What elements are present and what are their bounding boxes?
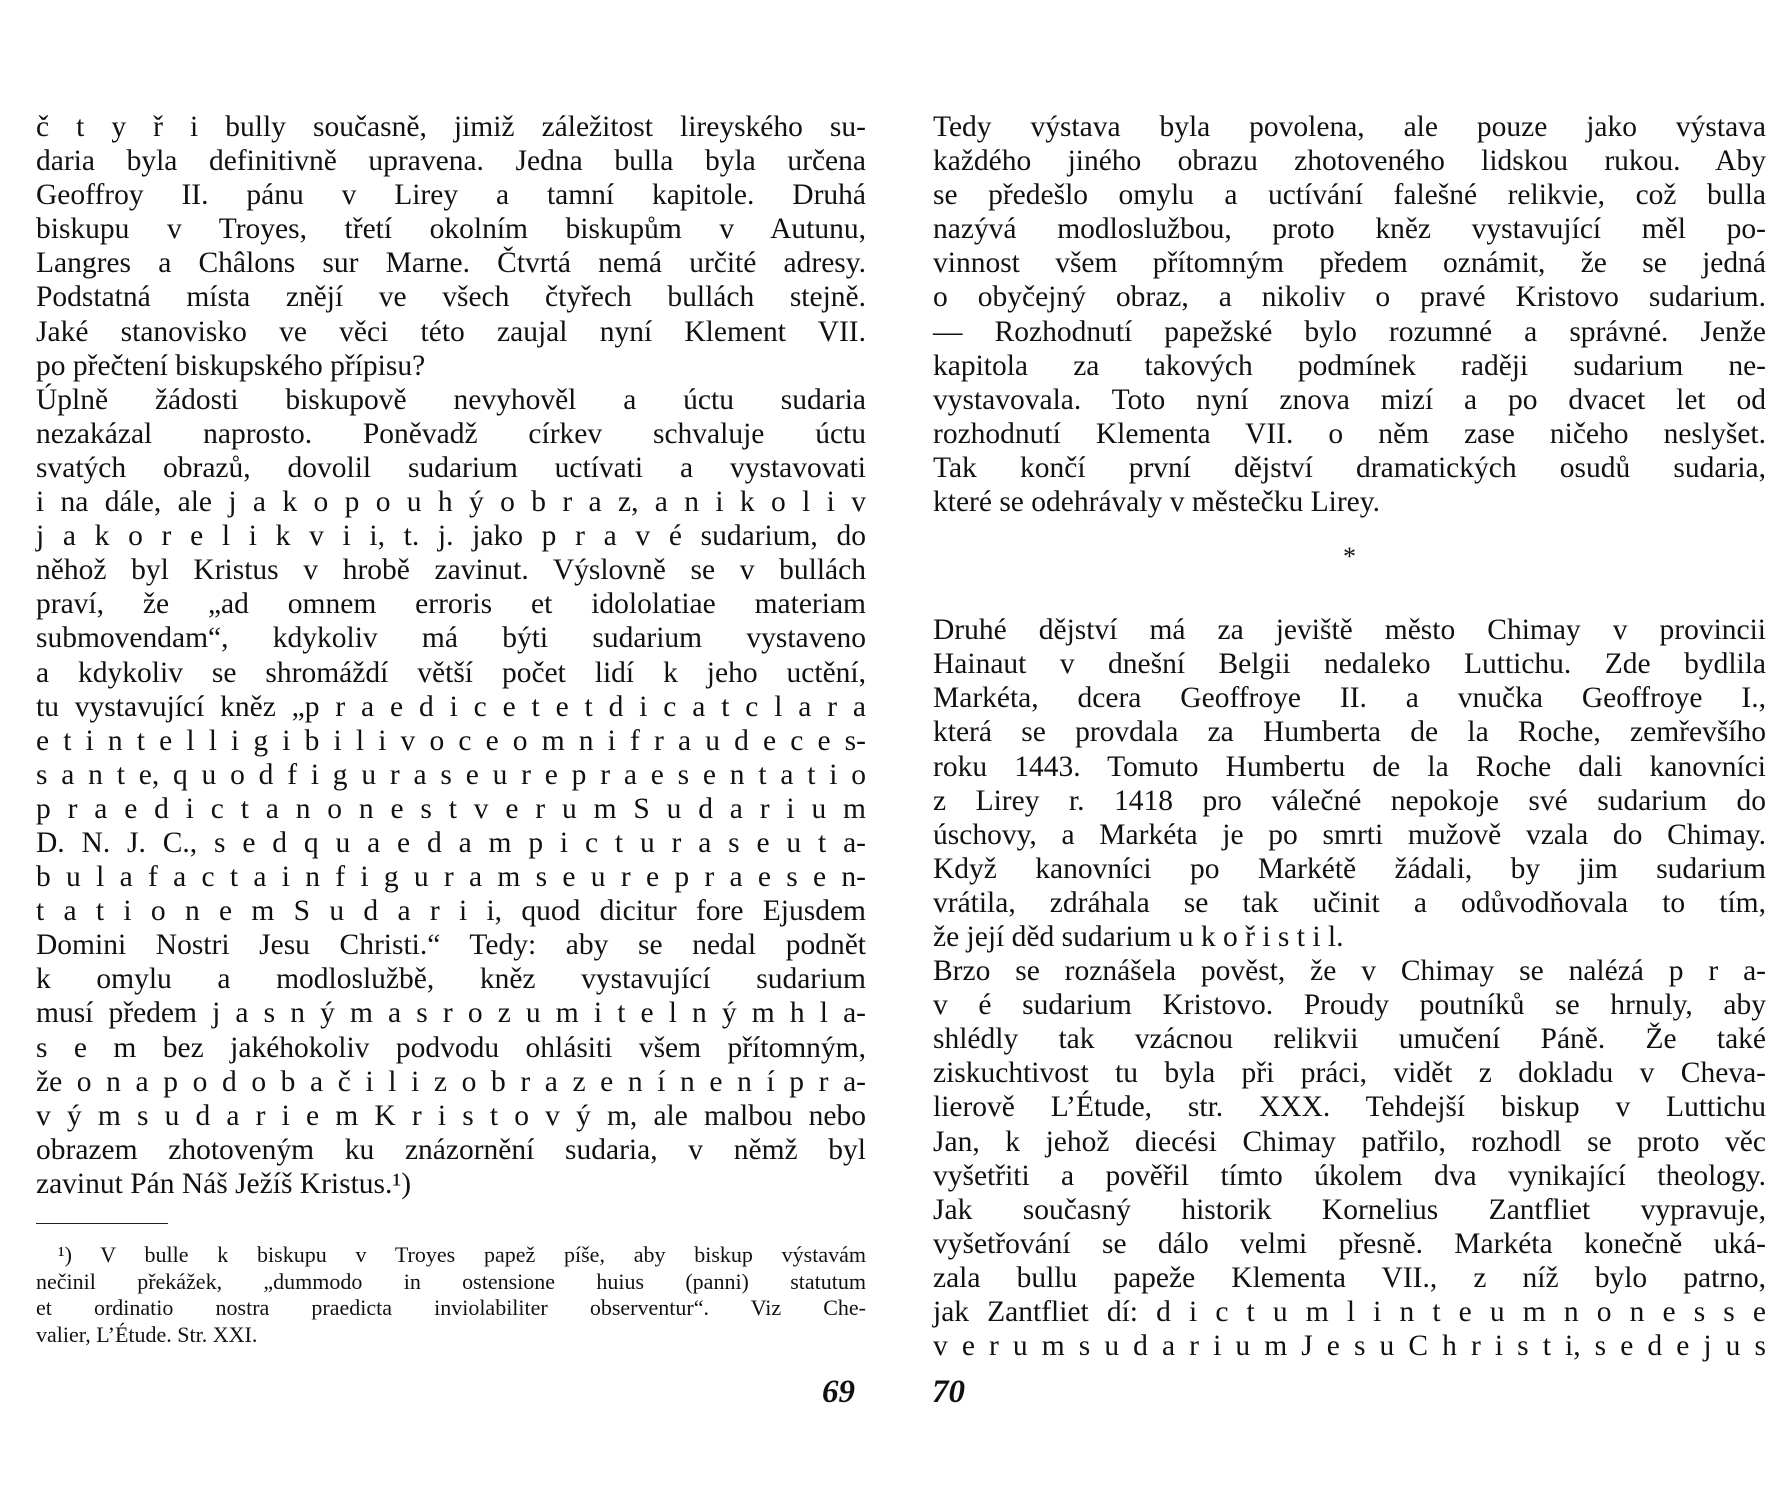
text-line: ziskuchtivost tu byla při práci, vidět z dokladu v Cheva- (933, 1057, 1766, 1090)
text-line: j a k o r e l i k v i i, t. j. jako p r a v é sudarium, do (36, 520, 866, 553)
text-line: kapitola za takových podmínek raději sudarium ne- (933, 349, 1766, 382)
right-page-body-part-2 (933, 613, 1766, 1363)
text-line: Podstatná místa znějí ve všech čtyřech bullách stejně. (36, 281, 866, 314)
page-number-right: 70 (932, 1374, 965, 1410)
footnote (36, 1242, 866, 1348)
text-line: z Lirey r. 1418 pro válečné nepokoje své sudarium do (933, 784, 1766, 817)
text-line: D. N. J. C., s e d q u a e d a m p i c t u r a s e u t a- (36, 826, 866, 859)
text-line: každého jiného obrazu zhotoveného lidskou rukou. Aby (933, 145, 1766, 178)
text-line: nazývá modloslužbou, proto kněz vystavující měl po- (933, 213, 1766, 246)
text-line: obrazem zhotoveným ku znázornění sudaria, v němž byl (36, 1133, 866, 1166)
text-line: zavinut Pán Náš Ježíš Kristus.¹) (36, 1167, 412, 1200)
footnote-divider (36, 1223, 168, 1224)
text-line: lierově L’Étude, str. XXX. Tehdejší biskup v Luttichu (933, 1091, 1766, 1124)
text-line: Úplně žádosti biskupově nevyhověl a úctu sudaria (36, 383, 866, 416)
text-line: i na dále, ale j a k o p o u h ý o b r a z, a n i k o l i v (36, 486, 866, 519)
page-number-left: 69 (822, 1374, 855, 1410)
text-line: praví, že „ad omnem erroris et idololatiae materiam (36, 588, 866, 621)
text-line: Markéta, dcera Geoffroye II. a vnučka Geoffroye I., (933, 682, 1766, 715)
right-page (933, 110, 1766, 1363)
text-line: která se provdala za Humberta de la Roche, zemřevšího (933, 716, 1766, 749)
left-page-body (36, 110, 866, 1201)
text-line: submovendam“, kdykoliv má býti sudarium vystaveno (36, 622, 866, 655)
text-line: Tedy výstava byla povolena, ale pouze jako výstava (933, 111, 1766, 143)
text-line: Když kanovníci po Markétě žádali, by jim sudarium (933, 852, 1766, 885)
text-line: v e r u m s u d a r i u m J e s u C h r i s t i, s e d e j u s (933, 1330, 1766, 1363)
text-line: s a n t e, q u o d f i g u r a s e u r e p r a e s e n t a t i o (36, 758, 866, 791)
text-line: se předešlo omylu a uctívání falešné relikvie, což bulla (933, 179, 1766, 212)
footnote-line: ¹) V bulle k biskupu v Troyes papež píše, aby biskup výstavám (58, 1242, 866, 1267)
text-line: shlédly tak vzácnou relikvii umučení Páně. Že také (933, 1023, 1766, 1056)
text-line: po přečtení biskupského přípisu? (36, 349, 426, 382)
section-separator: * (1343, 542, 1356, 572)
text-line: Jaké stanovisko ve věci této zaujal nyní Klement VII. (36, 315, 866, 348)
text-line: svatých obrazů, dovolil sudarium uctívati a vystavovati (36, 451, 866, 484)
text-line: Hainaut v dnešní Belgii nedaleko Luttichu. Zde bydlila (933, 648, 1766, 681)
left-page (36, 110, 866, 1348)
text-line: biskupu v Troyes, třetí okolním biskupům v Autunu, (36, 213, 866, 246)
text-line: roku 1443. Tomuto Humbertu de la Roche dali kanovníci (933, 750, 1766, 783)
text-line: zala bullu papeže Klementa VII., z níž bylo patrno, (933, 1261, 1766, 1294)
text-line: daria byla definitivně upravena. Jedna bulla byla určena (36, 145, 866, 178)
text-line: t a t i o n e m S u d a r i i, quod dicitur fore Ejusdem (36, 895, 866, 928)
text-line: e t i n t e l l i g i b i l i v o c e o m n i f r a u d e c e s- (36, 724, 866, 757)
text-line: musí předem j a s n ý m a s r o z u m i t e l n ý m h l a- (36, 997, 866, 1030)
text-line: vinnost všem přítomným předem oznámit, že se jedná (933, 247, 1766, 280)
text-line: Langres a Châlons sur Marne. Čtvrtá nemá určité adresy. (36, 247, 866, 280)
text-line: že její děd sudarium u k o ř i s t i l. (933, 920, 1344, 953)
text-line: p r a e d i c t a n o n e s t v e r u m S u d a r i u m (36, 792, 866, 825)
text-line: Tak končí první dějství dramatických osudů sudaria, (933, 451, 1766, 484)
text-line: Geoffroy II. pánu v Lirey a tamní kapitole. Druhá (36, 179, 866, 212)
text-line: Jan, k jehož diecési Chimay patřilo, rozhodl se proto věc (933, 1125, 1766, 1158)
text-line: o obyčejný obraz, a nikoliv o pravé Kristovo sudarium. (933, 281, 1766, 314)
footnote-line: et ordinatio nostra praedicta inviolabiliter observentur“. Viz Che- (36, 1295, 866, 1320)
text-line: úschovy, a Markéta je po smrti mužově vzala do Chimay. (933, 818, 1766, 851)
text-line: vrátila, zdráhala se tak učinit a odůvodňovala to tím, (933, 886, 1766, 919)
text-line: že o n a p o d o b a č i l i z o b r a z e n í n e n í p r a- (36, 1065, 866, 1098)
text-line: a kdykoliv se shromáždí větší počet lidí k jeho uctění, (36, 656, 866, 689)
text-line: — Rozhodnutí papežské bylo rozumné a správné. Jenže (933, 315, 1766, 348)
text-line: č t y ř i bully současně, jimiž záležitost lireyského su- (36, 111, 866, 143)
footnote-line: valier, L’Étude. Str. XXI. (36, 1321, 258, 1347)
text-line: Jak současný historik Kornelius Zantfliet vypravuje, (933, 1193, 1766, 1226)
text-line: Brzo se roznášela pověst, že v Chimay se nalézá p r a- (933, 955, 1766, 988)
text-line: něhož byl Kristus v hrobě zavinut. Výslovně se v bullách (36, 554, 866, 587)
text-line: tu vystavující kněz „p r a e d i c e t e t d i c a t c l a r a (36, 690, 866, 723)
text-line: jak Zantfliet dí: d i c t u m l i n t e u m n o n e s s e (933, 1296, 1766, 1328)
text-line: Domini Nostri Jesu Christi.“ Tedy: aby se nedal podnět (36, 929, 866, 962)
text-line: které se odehrávaly v městečku Lirey. (933, 486, 1380, 519)
text-line: k omylu a modloslužbě, kněz vystavující sudarium (36, 963, 866, 996)
footnote-line: nečinil překážek, „dummodo in ostensione huius (panni) statutum (36, 1268, 866, 1294)
text-line: vystavovala. Toto nyní znova mizí a po dvacet let od (933, 383, 1766, 416)
text-line: Druhé dějství má za jeviště město Chimay v provincii (933, 614, 1766, 647)
text-line: b u l a f a c t a i n f i g u r a m s e u r e p r a e s e n- (36, 861, 866, 894)
text-line: v ý m s u d a r i e m K r i s t o v ý m, ale malbou nebo (36, 1099, 866, 1132)
text-line: vyšetřování se dálo velmi přesně. Markéta konečně uká- (933, 1227, 1766, 1260)
text-line: s e m bez jakéhokoliv podvodu ohlásiti všem přítomným, (36, 1031, 866, 1064)
right-page-body-part-1 (933, 110, 1766, 519)
text-line: v é sudarium Kristovo. Proudy poutníků se hrnuly, aby (933, 989, 1766, 1022)
text-line: vyšetřiti a pověřil tímto úkolem dva vynikající theology. (933, 1159, 1766, 1192)
text-line: rozhodnutí Klementa VII. o něm zase ničeho neslyšet. (933, 417, 1766, 450)
text-line: nezakázal naprosto. Poněvadž církev schvaluje úctu (36, 417, 866, 450)
